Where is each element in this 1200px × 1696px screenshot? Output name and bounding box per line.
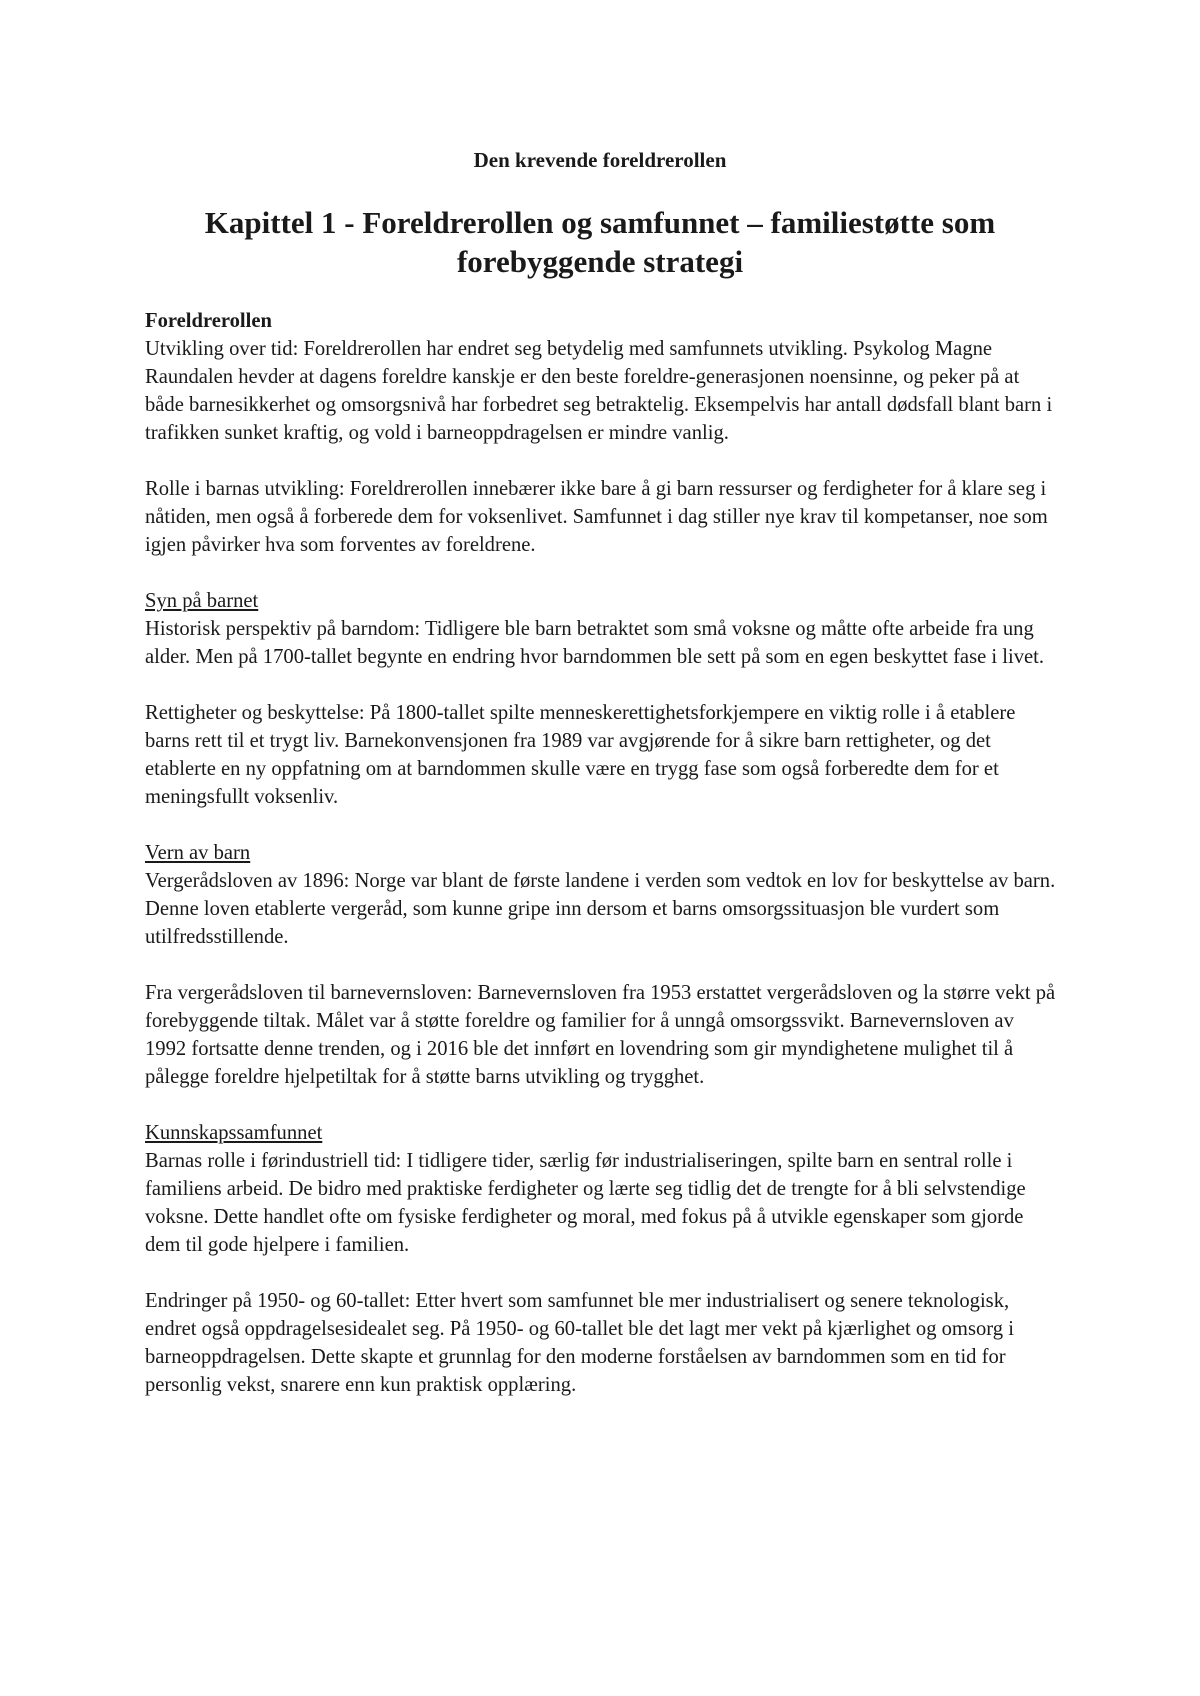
section-heading: Foreldrerollen (145, 310, 272, 332)
paragraph: Rolle i barnas utvikling: Foreldrerollen innebærer ikke bare å gi barn ressurser og ferdigheter for å klare seg i nåtiden, men også å forberede dem for voksenlivet. Samfunnet i dag stiller nye krav til kompetanser, noe som igjen påvirker hva som forventes av foreldrene. (145, 478, 1048, 556)
paragraph: Historisk perspektiv på barndom: Tidligere ble barn betraktet som små voksne og måtte ofte arbeide fra ung alder. Men på 1700-tallet begynte en endring hvor barndommen ble sett på som en egen beskyttet fase i livet. (145, 618, 1044, 668)
chapter-heading: Kapittel 1 - Foreldrerollen og samfunnet – familiestøtte som forebyggende strategi (204, 205, 996, 279)
section-foreldrerollen (145, 307, 1060, 447)
section-kunnskapssamfunnet (145, 1119, 1060, 1259)
section-heading: Syn på barnet (145, 590, 259, 612)
document-title: Den krevende foreldrerollen (473, 148, 727, 172)
section-vern-av-barn (145, 839, 1060, 951)
document-body (145, 307, 1060, 1427)
paragraph: Utvikling over tid: Foreldrerollen har endret seg betydelig med samfunnets utvikling. Psykolog Magne Raundalen hevder at dagens foreldre kanskje er den beste foreldre-generasjonen noensinne, og peker på at både barnesikkerhet og omsorgsnivå har forbedret seg betraktelig. Eksempelvis har antall dødsfall blant barn i trafikken sunket kraftig, og vold i barneoppdragelsen er mindre vanlig. (145, 338, 1053, 444)
paragraph: Rettigheter og beskyttelse: På 1800-tallet spilte menneskerettighetsforkjempere en viktig rolle i å etablere barns rett til et trygt liv. Barnekonvensjonen fra 1989 var avgjørende for å sikre barn rettigheter, og det etablerte en ny oppfatning om at barndommen skulle være en trygg fase som også forberedte dem for et meningsfullt voksenliv. (145, 702, 1016, 808)
paragraph: Barnas rolle i førindustriell tid: I tidligere tider, særlig før industrialiseringen, spilte barn en sentral rolle i familiens arbeid. De bidro med praktiske ferdigheter og lærte seg tidlig det de trengte for å bli selvstendige voksne. Dette handlet ofte om fysiske ferdigheter og moral, med fokus på å utvikle egenskaper som gjorde dem til gode hjelpere i familien. (145, 1150, 1026, 1256)
section-heading: Kunnskapssamfunnet (145, 1122, 323, 1144)
paragraph: Vergerådsloven av 1896: Norge var blant de første landene i verden som vedtok en lov for beskyttelse av barn. Denne loven etablerte vergeråd, som kunne gripe inn dersom et barns omsorgssituasjon ble vurdert som utilfredsstillende. (145, 870, 1056, 948)
section-heading: Vern av barn (145, 842, 251, 864)
section-syn-paa-barnet (145, 587, 1060, 671)
paragraph: Fra vergerådsloven til barnevernsloven: Barnevernsloven fra 1953 erstattet vergerådsloven og la større vekt på forebyggende tiltak. Målet var å støtte foreldre og familier for å unngå omsorgssvikt. Barnevernsloven av 1992 fortsatte denne trenden, og i 2016 ble det innført en lovendring som gir myndighetene mulighet til å pålegge foreldre hjelpetiltak for å støtte barns utvikling og trygghet. (145, 982, 1056, 1088)
paragraph: Endringer på 1950- og 60-tallet: Etter hvert som samfunnet ble mer industrialisert og senere teknologisk, endret også oppdragelsesidealet seg. På 1950- og 60-tallet ble det lagt mer vekt på kjærlighet og omsorg i barneoppdragelsen. Dette skapte et grunnlag for den moderne forståelsen av barndommen som en tid for personlig vekst, snarere enn kun praktisk opplæring. (145, 1290, 1014, 1396)
